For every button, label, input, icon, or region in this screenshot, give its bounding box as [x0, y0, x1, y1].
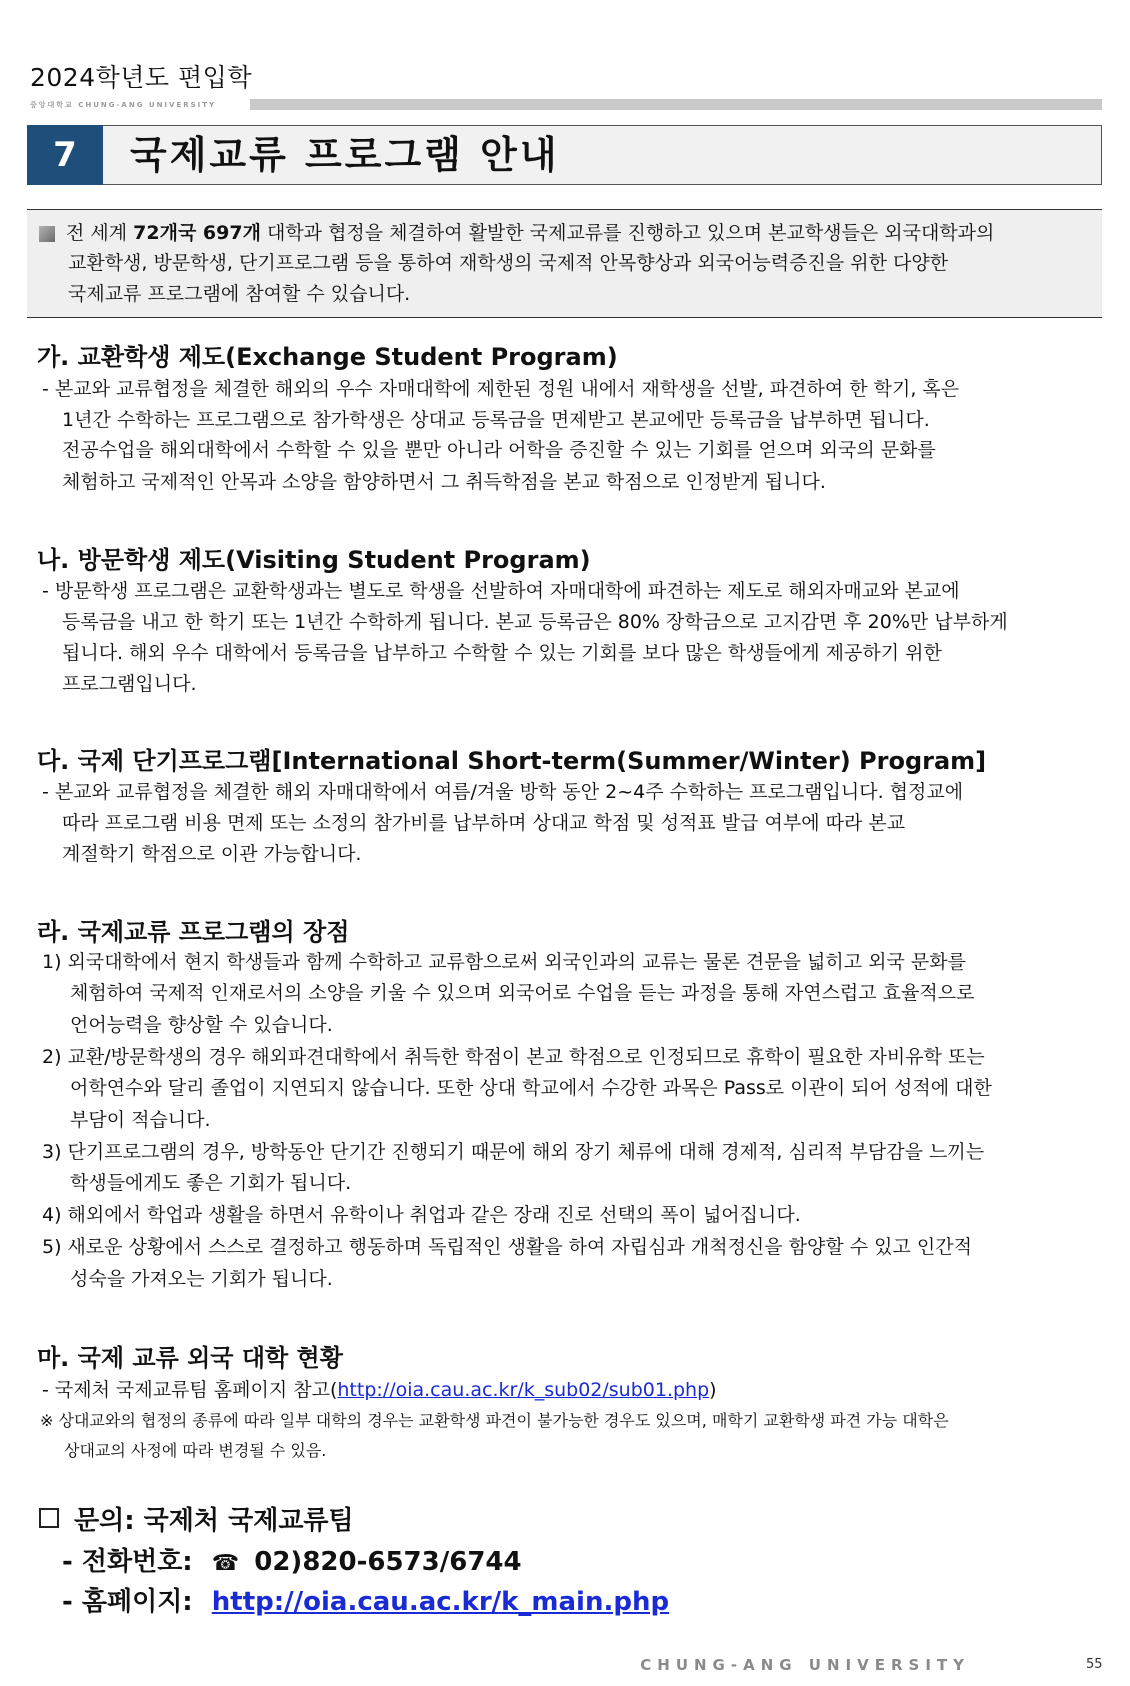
- footer-university-name: CHUNG-ANG UNIVERSITY: [640, 1656, 970, 1674]
- advantage-item-2-cont: 부담이 적습니다.: [70, 1109, 211, 1131]
- advantage-item-3: 3) 단기프로그램의 경우, 방학동안 단기간 진행되기 때문에 해외 장기 체류에 대해 경제적, 심리적 부담감을 느끼는: [42, 1141, 985, 1163]
- header-divider-bar: [250, 99, 1102, 110]
- advantage-item-2: 2) 교환/방문학생의 경우 해외파견대학에서 취득한 학점이 본교 학점으로 인정되므로 휴학이 필요한 자비유학 또는: [42, 1046, 985, 1068]
- contact-homepage-line: [62, 1581, 669, 1618]
- advantage-item-5-cont: 성숙을 가져오는 기회가 됩니다.: [70, 1268, 333, 1290]
- section-heading-short-term: 다. 국제 단기프로그램[International Short-term(Summer/Winter) Program]: [37, 747, 987, 775]
- advantage-item-4: 4) 해외에서 학업과 생활을 하면서 유학이나 취업과 같은 장래 진로 선택의 폭이 넓어집니다.: [42, 1204, 801, 1226]
- contact-phone-number: 02)820-6573/6744: [254, 1547, 522, 1577]
- contact-phone-line: [62, 1541, 522, 1578]
- section-heading-exchange: 가. 교환학생 제도(Exchange Student Program): [37, 343, 618, 371]
- advantage-item-1-cont: 체험하여 국제적 인재로서의 소양을 키울 수 있으며 외국어로 수업을 듣는 과정을 통해 자연스럽고 효율적으로: [70, 982, 975, 1004]
- section-text-line: - 본교와 교류협정을 체결한 해외의 우수 자매대학에 제한된 정원 내에서 재학생을 선발, 파견하여 한 학기, 혹은: [42, 378, 960, 400]
- contact-homepage-label: - 홈페이지:: [62, 1587, 193, 1617]
- bullet-square-icon: [39, 226, 55, 242]
- section-heading-visiting: 나. 방문학생 제도(Visiting Student Program): [37, 546, 591, 574]
- notice-text: 대학과 협정을 체결하여 활발한 국제교류를 진행하고 있으며 본교학생들은 외국대학과의: [260, 222, 995, 244]
- contact-phone-label: - 전화번호:: [62, 1547, 193, 1577]
- note-line-2: 상대교의 사정에 따라 변경될 수 있음.: [64, 1441, 327, 1460]
- page-title: 국제교류 프로그램 안내: [130, 133, 560, 177]
- header-year-title: 2024학년도 편입학: [30, 63, 252, 92]
- contact-title: 문의: 국제처 국제교류팀: [74, 1506, 354, 1536]
- section-text-line: 됩니다. 해외 우수 대학에서 등록금을 납부하고 수학할 수 있는 기회를 보다 많은 학생들에게 제공하기 위한: [62, 642, 942, 664]
- notice-text: 전 세계: [66, 222, 134, 244]
- contact-homepage-link[interactable]: http://oia.cau.ac.kr/k_main.php: [211, 1587, 670, 1617]
- section-text-line: 따라 프로그램 비용 면제 또는 소정의 참가비를 납부하며 상대교 학점 및 성적표 발급 여부에 따라 본교: [62, 812, 906, 834]
- telephone-icon: ☎: [211, 1551, 240, 1576]
- header-university-logo-text: 중앙대학교 CHUNG-ANG UNIVERSITY: [30, 101, 217, 109]
- advantage-item-1: 1) 외국대학에서 현지 학생들과 함께 수학하고 교류함으로써 외국인과의 교류는 물론 견문을 넓히고 외국 문화를: [42, 951, 966, 973]
- advantage-item-1-cont: 언어능력을 향상할 수 있습니다.: [70, 1014, 333, 1036]
- advantage-item-5: 5) 새로운 상황에서 스스로 결정하고 행동하며 독립적인 생활을 하여 자립심과 개척정신을 함양할 수 있고 인간적: [42, 1236, 972, 1258]
- section-text-line: 1년간 수학하는 프로그램으로 참가학생은 상대교 등록금을 면제받고 본교에만 등록금을 납부하면 됩니다.: [62, 409, 930, 431]
- section-heading-partner-universities: 마. 국제 교류 외국 대학 현황: [37, 1344, 343, 1372]
- notice-line-3: 국제교류 프로그램에 참여할 수 있습니다.: [68, 283, 411, 305]
- reference-text: - 국제처 국제교류팀 홈페이지 참고(: [42, 1379, 338, 1401]
- chapter-number-box: 7: [27, 125, 103, 185]
- section-heading-advantages: 라. 국제교류 프로그램의 장점: [37, 918, 350, 946]
- partner-reference-line: [42, 1375, 717, 1405]
- notice-line-2: 교환학생, 방문학생, 단기프로그램 등을 통하여 재학생의 국제적 안목향상과 외국어능력증진을 위한 다양한: [68, 252, 949, 274]
- section-text-line: 등록금을 내고 한 학기 또는 1년간 수학하게 됩니다. 본교 등록금은 80% 장학금으로 고지감면 후 20%만 납부하게: [62, 611, 1008, 633]
- note-line-1: ※ 상대교와의 협정의 종류에 따라 일부 대학의 경우는 교환학생 파견이 불가능한 경우도 있으며, 매학기 교환학생 파견 가능 대학은: [40, 1411, 949, 1430]
- advantage-item-2-cont: 어학연수와 달리 졸업이 지연되지 않습니다. 또한 상대 학교에서 수강한 과목은 Pass로 이관이 되어 성적에 대한: [70, 1077, 992, 1099]
- notice-line-1: [66, 218, 994, 248]
- section-text-line: - 방문학생 프로그램은 교환학생과는 별도로 학생을 선발하여 자매대학에 파견하는 제도로 해외자매교와 본교에: [42, 580, 960, 602]
- section-text-line: 체험하고 국제적인 안목과 소양을 함양하면서 그 취득학점을 본교 학점으로 인정받게 됩니다.: [62, 471, 826, 493]
- notice-bold-count: 72개국 697개: [133, 222, 261, 244]
- page-number: 55: [1086, 1657, 1103, 1672]
- advantage-item-3-cont: 학생들에게도 좋은 기회가 됩니다.: [70, 1172, 352, 1194]
- section-text-line: - 본교와 교류협정을 체결한 해외 자매대학에서 여름/겨울 방학 동안 2~4주 수학하는 프로그램입니다. 협정교에: [42, 781, 964, 803]
- checkbox-square-icon: [39, 1508, 59, 1528]
- section-text-line: 전공수업을 해외대학에서 수학할 수 있을 뿐만 아니라 어학을 증진할 수 있는 기회를 얻으며 외국의 문화를: [62, 439, 936, 461]
- section-text-line: 계절학기 학점으로 이관 가능합니다.: [62, 843, 362, 865]
- partner-list-link[interactable]: http://oia.cau.ac.kr/k_sub02/sub01.php: [337, 1379, 710, 1401]
- section-text-line: 프로그램입니다.: [62, 673, 197, 695]
- reference-text: ): [709, 1379, 717, 1401]
